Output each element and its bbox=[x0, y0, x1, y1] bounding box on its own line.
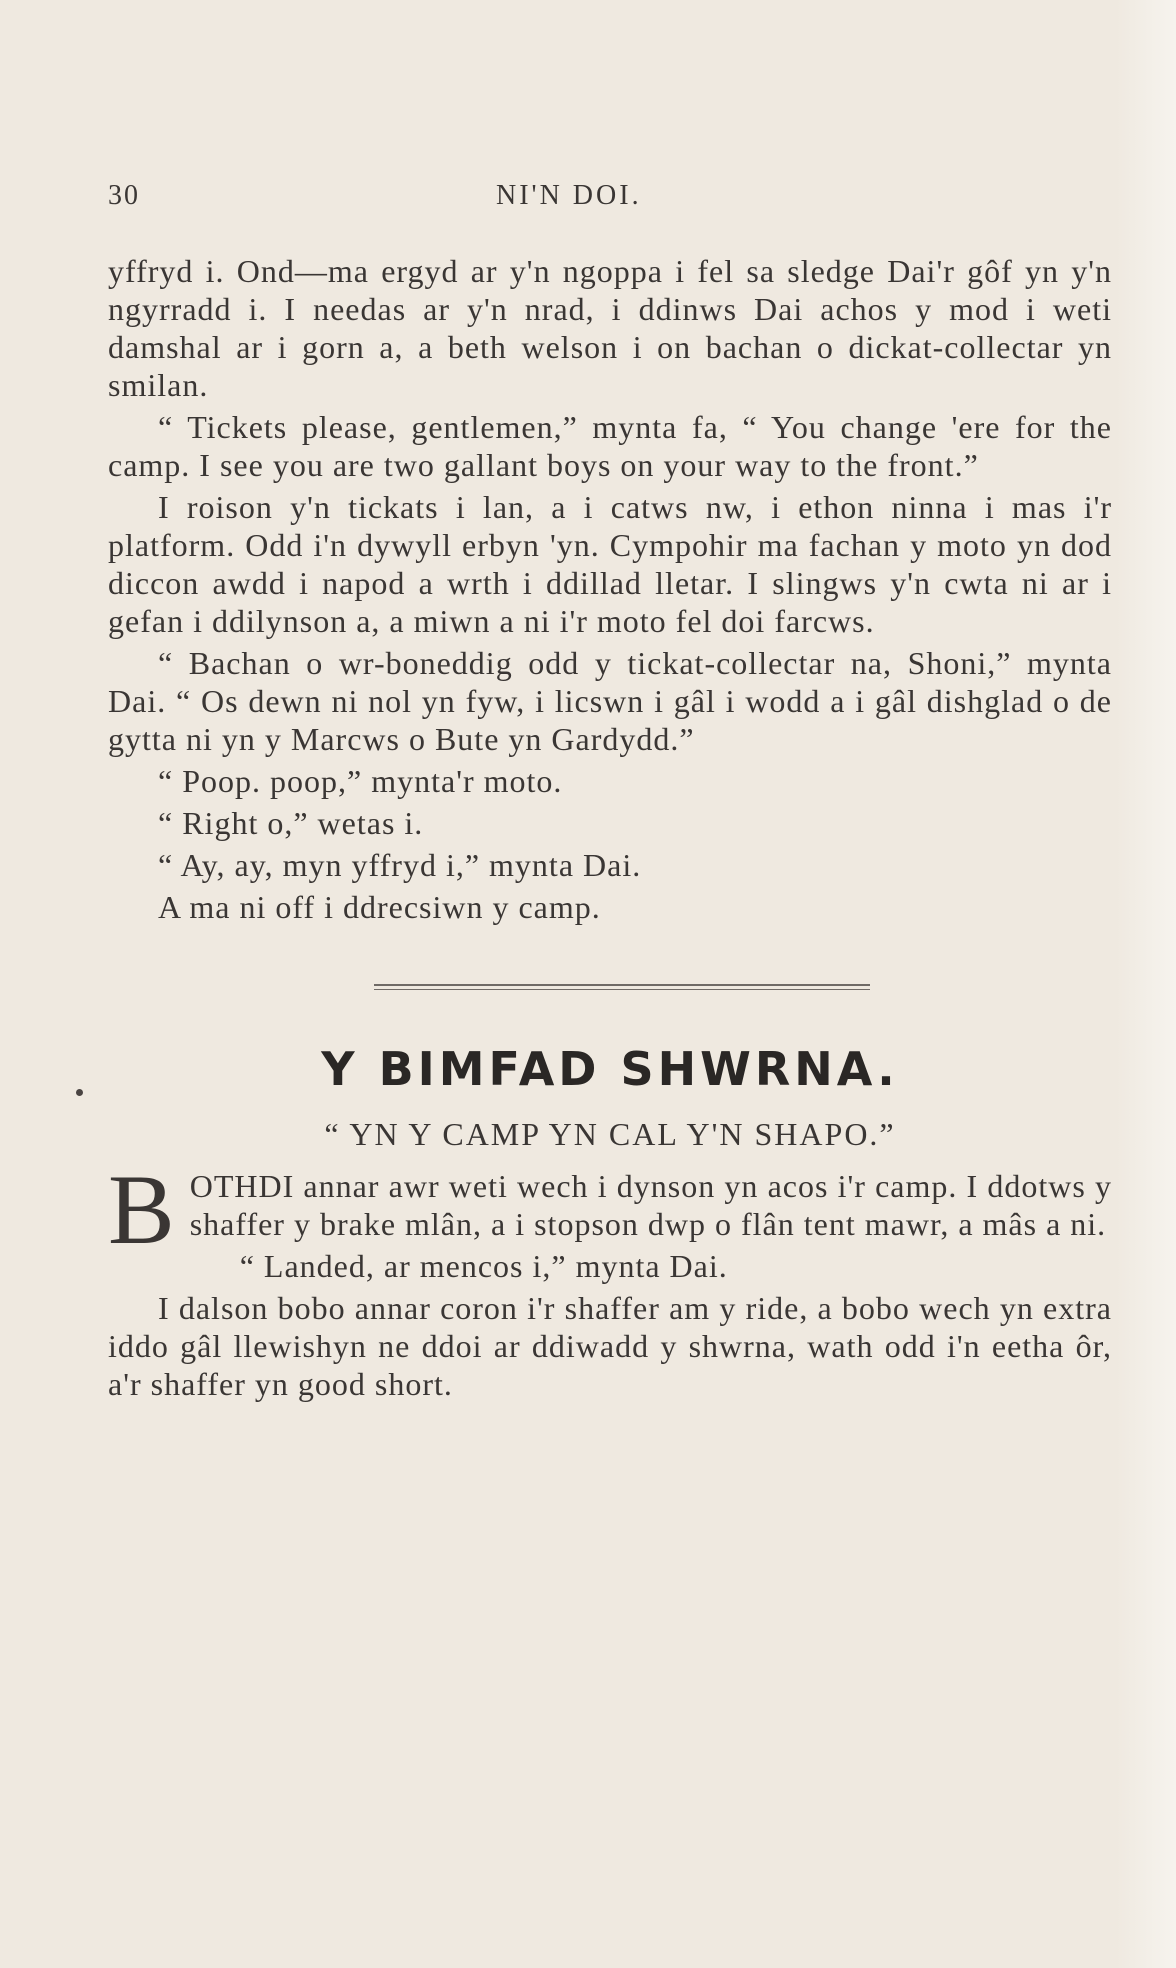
book-page bbox=[108, 180, 1112, 1407]
page-number: 30 bbox=[108, 180, 140, 211]
paragraph: I dalson bobo annar coron i'r shaffer am y ride, a bobo wech yn extra iddo gâl llewishyn ne ddoi ar ddiwadd y shwrna, wath odd i'n eetha ôr, a'r shaffer yn good short. bbox=[108, 1290, 1112, 1402]
running-head bbox=[108, 180, 1112, 224]
paragraph: “ Bachan o wr-boneddig odd y tickat-collectar na, Shoni,” mynta Dai. “ Os dewn ni nol yn fyw, i licswn i gâl i wodd a i gâl dishglad o de gytta ni yn y Marcws o Bute yn Gardydd.” bbox=[108, 645, 1112, 757]
page-edge-shadow bbox=[1116, 0, 1176, 1968]
running-head-title: NI'N DOI. bbox=[496, 180, 642, 211]
divider-line bbox=[374, 984, 870, 986]
paragraph: “ Landed, ar mencos i,” mynta Dai. bbox=[239, 1248, 728, 1284]
paragraph: “ Poop. poop,” mynta'r moto. bbox=[158, 763, 563, 799]
paragraph-dropcap: BOTHDI annar awr weti wech i dynson yn acos i'r camp. I ddotws y shaffer y brake mlân, a i stopson dwp o flân tent mawr, a mâs a ni. bbox=[108, 1154, 1112, 1265]
paragraph: “ Tickets please, gentlemen,” mynta fa, “ You change 'ere for the camp. I see you are two gallant boys on your way to the front.” bbox=[108, 409, 1112, 483]
paragraph: I roison y'n tickats i lan, a i catws nw, i ethon ninna i mas i'r platform. Odd i'n dywyll erbyn 'yn. Cympohir ma fachan y moto yn dod diccon awdd i napod a wrth i ddillad lletar. I slingws y'n cwta ni ar i gefan i ddilynson a, a miwn a ni i'r moto fel doi farcws. bbox=[108, 489, 1112, 639]
section-text bbox=[108, 1154, 1112, 1403]
paragraph: yffryd i. Ond—ma ergyd ar y'n ngoppa i fel sa sledge Dai'r gôf yn y'n ngyrradd i. I needas ar y'n nrad, i ddinws Dai achos y mod i weti damshal ar i gorn a, a beth welson i on bachan o dickat-collectar yn smilan. bbox=[108, 253, 1112, 403]
divider-line bbox=[374, 989, 870, 990]
paragraph: “ Right o,” wetas i. bbox=[158, 805, 424, 841]
margin-mark bbox=[76, 1089, 83, 1096]
chapter-text bbox=[108, 252, 1112, 926]
section-heading: Y BIMFAD SHWRNA. bbox=[321, 1042, 899, 1096]
section-divider bbox=[108, 984, 1112, 990]
section-subheading: “ YN Y CAMP YN CAL Y'N SHAPO.” bbox=[324, 1116, 896, 1152]
paragraph: “ Ay, ay, myn yffryd i,” mynta Dai. bbox=[158, 847, 642, 883]
paragraph: A ma ni off i ddrecsiwn y camp. bbox=[158, 889, 601, 925]
